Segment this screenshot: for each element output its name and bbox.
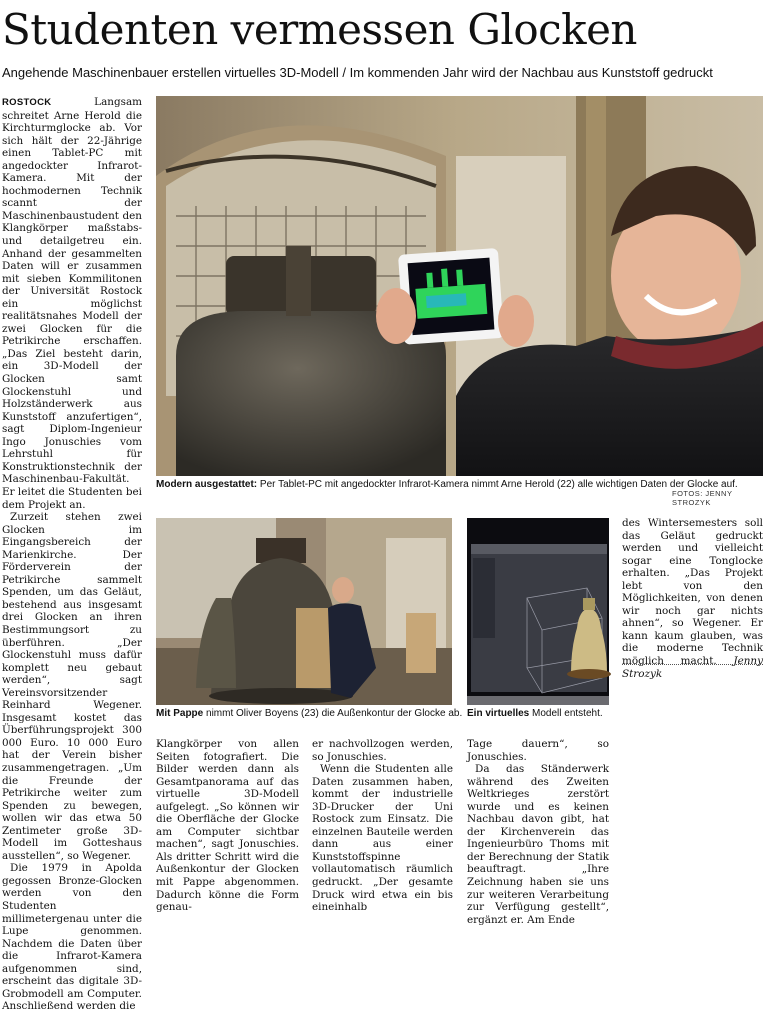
headline: Studenten vermessen Glocken xyxy=(2,5,637,54)
paragraph-2: Zurzeit stehen zwei Glocken im Eingangsbereich der Marienkirche. Der Förderverein der Petrikirche sammelt Spenden, um das Geläut, bestehend aus insgesamt drei Glocken an ihren Bestimmungsort zu überführen. „Der Glockenstuhl muss dafür komplett neu gebaut werden“, sagt Vereinsvorsitzender Reinhard Wegener. Insgesamt kostet das Überführungsprojekt 300 000 Euro. 10 000 Euro hat der Verein bisher zusammengetragen. „Um die Freunde der Petrikirche weiter zum Spenden zu bewegen, wollen wir das etwa 50 Zentimeter große 3D-Modell im Gotteshaus ausstellen“, so Wegener. xyxy=(2,511,142,862)
col4-p2: Da das Ständerwerk während des Zweiten Weltkrieges zerstört wurde und es keinen Nachbau davon gibt, hat der Kirchenverein das Ingenieurbüro Thoms mit der Berechnung der Statik beauftragt. „Ihre Zeichnung haben sie uns zur weiteren Verarbeitung zur Verfügung gestellt“, ergänzt er. Am Ende xyxy=(467,763,609,926)
photo3-caption-bold: Ein virtuelles xyxy=(467,708,530,719)
col3-p1: er nachvollzogen werden, so Jonuschies. xyxy=(312,738,453,763)
author: Jenny Strozyk xyxy=(622,655,763,680)
article-column-3 xyxy=(312,738,453,914)
caption-text: Per Tablet-PC mit angedockter Infrarot-Kamera nimmt Arne Herold (22) alle wichtigen Daten der Glocke auf. xyxy=(257,479,738,490)
dateline: ROSTOCK xyxy=(2,97,52,108)
photo3-caption-text: Modell entsteht. xyxy=(529,708,603,719)
article-column-1 xyxy=(2,96,142,1013)
article-column-4 xyxy=(467,738,609,926)
end-rule xyxy=(622,664,763,665)
col5-text: des Wintersemesters soll das Geläut gedruckt werden und vielleicht sogar eine Tonglocke erhalten. „Das Projekt lebt von den Möglichkeiten, von denen wir noch gar nichts ahnen“, so Wegener. Er kann kaum glauben, was die moderne Technik möglich macht. xyxy=(622,517,763,668)
article-column-5 xyxy=(622,517,763,680)
main-photo xyxy=(156,96,763,476)
photo3-caption xyxy=(467,708,617,720)
photo2-caption xyxy=(156,708,463,720)
photo2-caption-text: nimmt Oliver Boyens (23) die Außenkontur der Glocke ab. xyxy=(203,708,463,719)
paragraph-3: Die 1979 in Apolda gegossen Bronze-Glocken werden von den Studenten millimetergenau unter die Lupe genommen. Nachdem die Daten über die Infrarot-Kamera aufgenommen sind, erscheint das digitale 3D-Grobmodell am Computer. Anschließend werden die xyxy=(2,862,142,1013)
photo-credit: FOTOS: JENNY STROZYK xyxy=(672,489,733,507)
paragraph-1: Langsam schreitet Arne Herold die Kirchturmglocke ab. Vor sich hält der 22-Jährige einen Tablet-PC mit angedockter Infrarot-Kamera. Mit der hochmodernen Technik scannt der Maschinenbaustudent den Klangkörper maßstabs- und detailgetreu ein. Anhand der gesammelten Daten will er zusammen mit sieben Kommilitonen der Universität Rostock ein möglichst realitätsnahes Modell der zwei Glocken für die Petrikirche erschaffen. „Das Ziel besteht darin, ein 3D-Modell der Glocken samt Glockenstuhl und Holzständerwerk aus Kunststoff anzufertigen“, sagt Diplom-Ingenieur Ingo Jonuschies vom Lehrstuhl für Konstruktionstechnik der Maschinenbau-Fakultät. Er leitet die Studenten bei dem Projekt an. xyxy=(2,96,142,511)
photo-bell-cardboard xyxy=(156,518,452,705)
article-column-2 xyxy=(156,738,299,914)
col3-p2: Wenn die Studenten alle Daten zusammen haben, kommt der industrielle 3D-Drucker der Uni Rostock zum Einsatz. Die einzelnen Bauteile werden dann aus einer Kunststoffspinne vollautomatisch räumlich gedruckt. „Der gesamte Druck wird etwa ein bis eineinhalb xyxy=(312,763,453,914)
photo2-caption-bold: Mit Pappe xyxy=(156,708,204,719)
photo-virtual-model xyxy=(467,518,609,705)
col4-p1: Tage dauern“, so Jonuschies. xyxy=(467,738,609,763)
subheadline: Angehende Maschinenbauer erstellen virtuelles 3D-Modell / Im kommenden Jahr wird der Nachbau aus Kunststoff gedruckt xyxy=(2,65,713,80)
col2-text: Klangkörper von allen Seiten fotografiert. Die Bilder werden dann als Gesamtpanorama auf das virtuelle 3D-Modell aufgelegt. „So können wir die Oberfläche der Glocke am Computer sichtbar machen“, sagt Jonuschies. Als dritter Schritt wird die Außenkontur der Glocken mit Pappe abgenommen. Dadurch könne die Form genau- xyxy=(156,738,299,914)
caption-bold: Modern ausgestattet: xyxy=(156,479,258,490)
